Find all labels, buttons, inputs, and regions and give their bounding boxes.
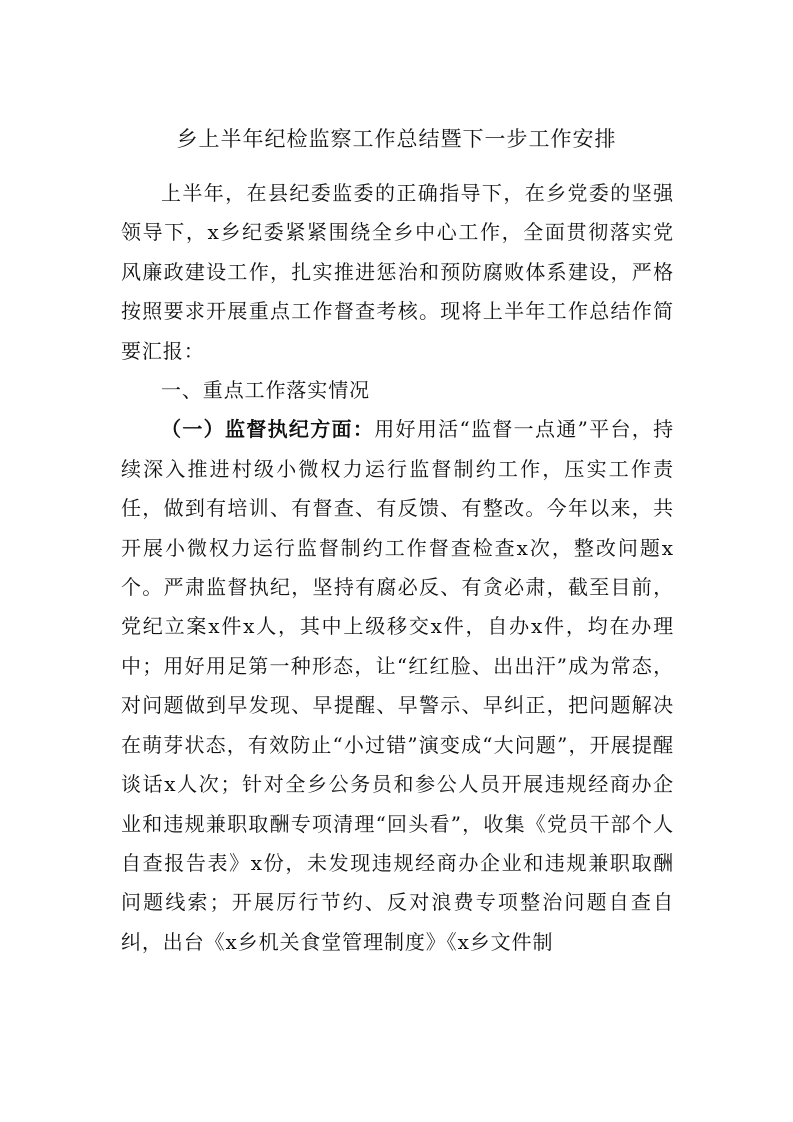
document-body <box>121 174 674 962</box>
document-title: 乡上半年纪检监察工作总结暨下一步工作安排 <box>176 127 617 151</box>
subsection-label: （一）监督执纪方面： <box>161 417 375 442</box>
intro-paragraph: 上半年，在县纪委监委的正确指导下，在乡党委的坚强领导下，x乡纪委紧紧围绕全乡中心工作，全面贯彻落实党风廉政建设工作，扎实推进惩治和预防腐败体系建设，严格按照要求开展重点工作督查考核。现将上半年工作总结作简要汇报： <box>121 181 674 363</box>
subsection-text: 用好用活“监督一点通”平台，持续深入推进村级小微权力运行监督制约工作，压实工作责任，做到有培训、有督查、有反馈、有整改。今年以来，共开展小微权力运行监督制约工作督查检查x次，整改问题x个。严肃监督执纪，坚持有腐必反、有贪必肃，截至目前，党纪立案x件x人，其中上级移交x件，自办x件，均在办理中；用好用足第一种形态，让“红红脸、出出汗”成为常态，对问题做到早发现、早提醒、早警示、早纠正，把问题解决在萌芽状态，有效防止“小过错”演变成“大问题”，开展提醒谈话x人次；针对全乡公务员和参公人员开展违规经商办企业和违规兼职取酬专项清理“回头看”，收集《党员干部个人自查报告表》x份，未发现违规经商办企业和违规兼职取酬问题线索；开展厉行节约、反对浪费专项整治问题自查自纠，出台《x乡机关食堂管理制度》《x乡文件制 <box>121 417 674 954</box>
section-heading: 一、重点工作落实情况 <box>161 378 370 403</box>
subsection-paragraph <box>121 410 674 962</box>
